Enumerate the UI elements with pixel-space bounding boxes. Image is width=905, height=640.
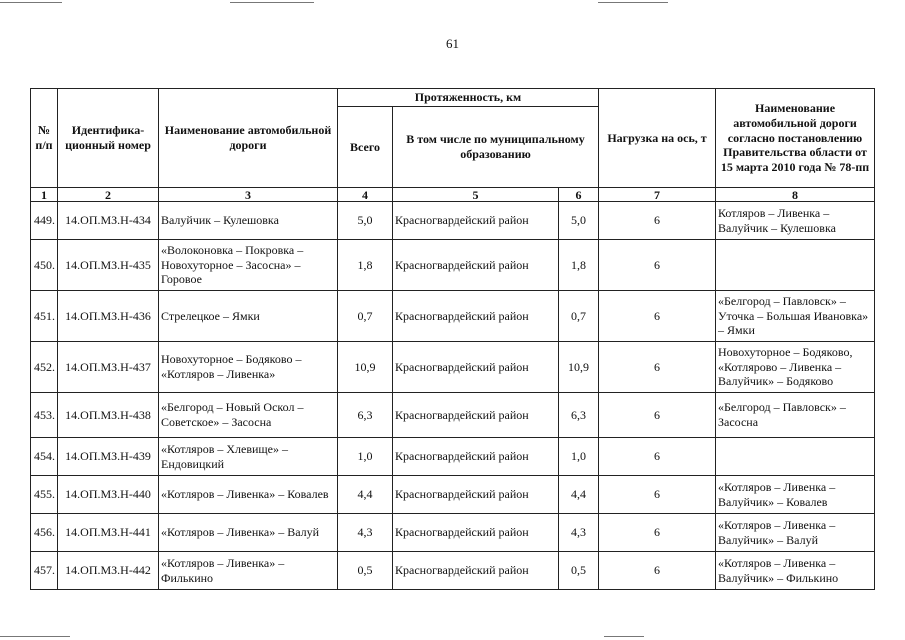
decree-road-name: «Котляров – Ливенка – Валуйчик» – Валуй <box>716 514 875 552</box>
decree-road-name: «Белгород – Павловск» – Засосна <box>716 393 875 438</box>
header-road-name: Наименование автомобильной дороги <box>159 89 338 188</box>
row-number: 454. <box>31 438 58 476</box>
municipal-district: Красногвардейский район <box>393 514 559 552</box>
axle-load: 6 <box>599 342 716 393</box>
road-length-total: 5,0 <box>338 202 393 240</box>
row-number: 449. <box>31 202 58 240</box>
road-id: 14.ОП.МЗ.Н-435 <box>58 240 159 291</box>
column-number: 7 <box>599 188 716 202</box>
column-number: 4 <box>338 188 393 202</box>
table-row <box>31 438 875 476</box>
decree-road-name: Котляров – Ливенка – Валуйчик – Кулешовка <box>716 202 875 240</box>
row-number: 453. <box>31 393 58 438</box>
municipal-district: Красногвардейский район <box>393 342 559 393</box>
road-id: 14.ОП.МЗ.Н-438 <box>58 393 159 438</box>
axle-load: 6 <box>599 552 716 590</box>
road-id: 14.ОП.МЗ.Н-434 <box>58 202 159 240</box>
municipal-district: Красногвардейский район <box>393 393 559 438</box>
road-name: «Котляров – Ливенка» – Валуй <box>159 514 338 552</box>
table-body <box>31 202 875 590</box>
column-number: 8 <box>716 188 875 202</box>
road-name: Валуйчик – Кулешовка <box>159 202 338 240</box>
row-number: 456. <box>31 514 58 552</box>
decree-road-name: «Котляров – Ливенка – Валуйчик» – Ковалев <box>716 476 875 514</box>
header-including: В том числе по муниципальному образованию <box>393 107 599 188</box>
road-name: «Котляров – Ливенка» – Ковалев <box>159 476 338 514</box>
road-length-total: 6,3 <box>338 393 393 438</box>
column-number: 3 <box>159 188 338 202</box>
table-row <box>31 514 875 552</box>
road-name: «Белгород – Новый Оскол – Советское» – Засосна <box>159 393 338 438</box>
table-header <box>31 89 875 202</box>
table-row <box>31 202 875 240</box>
municipal-district: Красногвардейский район <box>393 202 559 240</box>
table-row <box>31 342 875 393</box>
road-length-total: 1,8 <box>338 240 393 291</box>
header-decree-name: Наименование автомобильной дороги согласно постановлению Правительства области от 15 марта 2010 года № 78-пп <box>716 89 875 188</box>
header-total: Всего <box>338 107 393 188</box>
road-name: Стрелецкое – Ямки <box>159 291 338 342</box>
municipal-district: Красногвардейский район <box>393 438 559 476</box>
table-row <box>31 291 875 342</box>
column-number: 6 <box>559 188 599 202</box>
road-id: 14.ОП.МЗ.Н-441 <box>58 514 159 552</box>
header-axle-load: Нагрузка на ось, т <box>599 89 716 188</box>
road-name: «Котляров – Хлевище» – Ендовицкий <box>159 438 338 476</box>
scan-edge-bottom-right <box>604 636 644 637</box>
decree-road-name: «Белгород – Павловск» – Уточка – Большая Ивановка» – Ямки <box>716 291 875 342</box>
table-row <box>31 476 875 514</box>
axle-load: 6 <box>599 393 716 438</box>
page-number: 61 <box>446 36 459 51</box>
municipal-length: 4,3 <box>559 514 599 552</box>
scan-edge-bottom-left <box>0 636 70 637</box>
road-length-total: 10,9 <box>338 342 393 393</box>
column-number: 5 <box>393 188 559 202</box>
column-number: 1 <box>31 188 58 202</box>
decree-road-name <box>716 438 875 476</box>
municipal-length: 0,5 <box>559 552 599 590</box>
row-number: 457. <box>31 552 58 590</box>
municipal-length: 0,7 <box>559 291 599 342</box>
road-id: 14.ОП.МЗ.Н-437 <box>58 342 159 393</box>
row-number: 450. <box>31 240 58 291</box>
road-id: 14.ОП.МЗ.Н-439 <box>58 438 159 476</box>
decree-road-name <box>716 240 875 291</box>
table-row <box>31 393 875 438</box>
road-length-total: 4,3 <box>338 514 393 552</box>
municipal-length: 6,3 <box>559 393 599 438</box>
axle-load: 6 <box>599 476 716 514</box>
axle-load: 6 <box>599 438 716 476</box>
municipal-district: Красногвардейский район <box>393 291 559 342</box>
header-num: № п/п <box>31 89 58 188</box>
road-length-total: 1,0 <box>338 438 393 476</box>
column-number: 2 <box>58 188 159 202</box>
municipal-length: 1,0 <box>559 438 599 476</box>
municipal-length: 4,4 <box>559 476 599 514</box>
decree-road-name: Новохуторное – Бодяково, «Котлярово – Ливенка – Валуйчик» – Бодяково <box>716 342 875 393</box>
axle-load: 6 <box>599 202 716 240</box>
table-row <box>31 552 875 590</box>
road-length-total: 0,7 <box>338 291 393 342</box>
road-length-total: 4,4 <box>338 476 393 514</box>
header-length-group: Протяженность, км <box>338 89 599 107</box>
row-number: 452. <box>31 342 58 393</box>
municipal-length: 1,8 <box>559 240 599 291</box>
scan-edge-top-left <box>0 2 62 3</box>
municipal-district: Красногвардейский район <box>393 240 559 291</box>
municipal-length: 10,9 <box>559 342 599 393</box>
scan-edge-top-right <box>598 2 668 3</box>
road-id: 14.ОП.МЗ.Н-436 <box>58 291 159 342</box>
road-name: Новохуторное – Бодяково – «Котляров – Ливенка» <box>159 342 338 393</box>
header-id: Идентифика-ционный номер <box>58 89 159 188</box>
axle-load: 6 <box>599 240 716 291</box>
axle-load: 6 <box>599 291 716 342</box>
municipal-length: 5,0 <box>559 202 599 240</box>
road-name: «Волоконовка – Покровка – Новохуторное – Засосна» – Горовое <box>159 240 338 291</box>
row-number: 455. <box>31 476 58 514</box>
axle-load: 6 <box>599 514 716 552</box>
road-name: «Котляров – Ливенка» – Филькино <box>159 552 338 590</box>
municipal-district: Красногвардейский район <box>393 552 559 590</box>
scan-edge-top-mid <box>230 2 314 3</box>
road-id: 14.ОП.МЗ.Н-442 <box>58 552 159 590</box>
row-number: 451. <box>31 291 58 342</box>
decree-road-name: «Котляров – Ливенка – Валуйчик» – Филькино <box>716 552 875 590</box>
road-length-total: 0,5 <box>338 552 393 590</box>
municipal-district: Красногвардейский район <box>393 476 559 514</box>
road-id: 14.ОП.МЗ.Н-440 <box>58 476 159 514</box>
roads-table <box>30 88 875 590</box>
table-row <box>31 240 875 291</box>
column-number-row <box>31 188 875 202</box>
